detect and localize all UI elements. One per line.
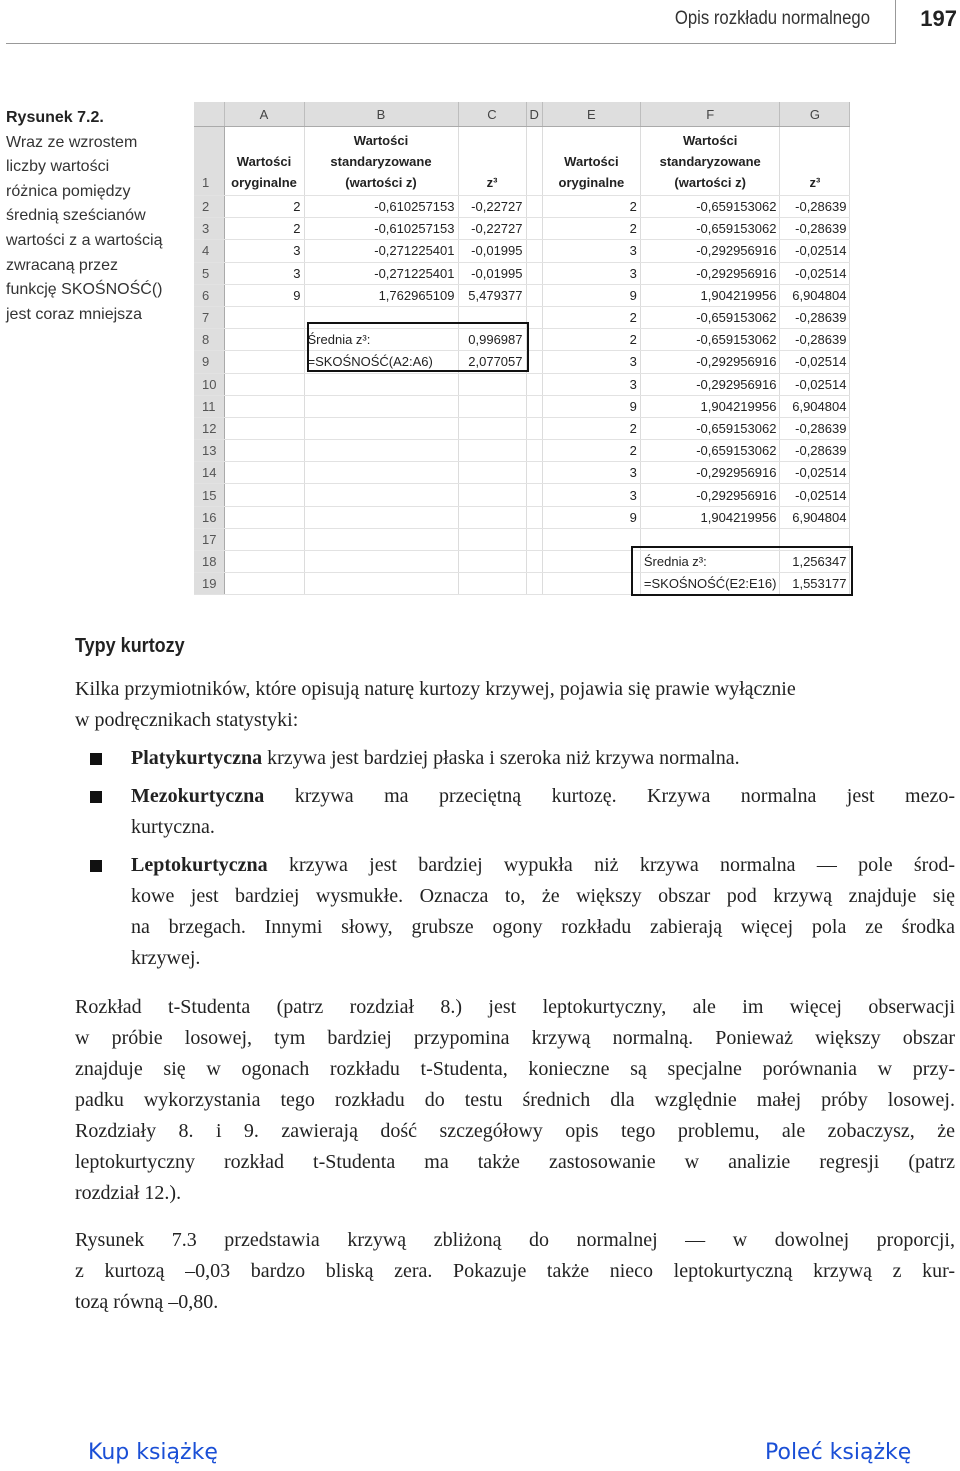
cell-d	[526, 573, 542, 595]
cell-f: -0,659153062	[640, 417, 780, 439]
header-text: standaryzowane	[330, 154, 432, 169]
definition: krzywa jest bardziej wypukła niż krzywa normalna — pole środ-	[267, 854, 955, 876]
column-header-d: D	[526, 102, 542, 127]
cell-c: -0,22727	[458, 218, 526, 240]
cell-b: -0,610257153	[304, 218, 458, 240]
text-line: w próbie losowej, tym bardziej przypomina krzywą normalną. Ponieważ większy obszar	[75, 1027, 955, 1049]
cell-d	[526, 240, 542, 262]
definition: krzywa ma przeciętną kurtozę. Krzywa normalna jest mezo-	[264, 785, 955, 807]
cell-a: 2	[224, 196, 304, 218]
cell-g: -0,02514	[780, 351, 850, 373]
cell-a	[224, 551, 304, 573]
figure-label: Rysunek 7.2.	[6, 109, 104, 126]
caption-line: różnica pomiędzy	[6, 182, 131, 200]
caption-line: wartości z a wartością	[6, 231, 163, 249]
cell-c	[458, 551, 526, 573]
row-header: 17	[194, 528, 224, 550]
header-text: z³	[809, 175, 821, 190]
cell-a	[224, 506, 304, 528]
cell-g: -0,02514	[780, 484, 850, 506]
cell-e: 2	[542, 417, 640, 439]
definition: krzywa jest bardziej płaska i szeroka niż krzywa normalna.	[262, 747, 740, 769]
text-line: Rozkład t-Studenta (patrz rozdział 8.) jest leptokurtyczny, ale im więcej obserwacji	[75, 996, 955, 1018]
header-text: oryginalne	[231, 175, 297, 190]
cell-g	[780, 528, 850, 550]
cell-b	[304, 417, 458, 439]
cell-g: -0,28639	[780, 306, 850, 328]
header-cell-d	[526, 127, 542, 196]
header-cell-f	[640, 127, 780, 196]
header-text: oryginalne	[558, 175, 625, 190]
cell-b: 1,762965109	[304, 284, 458, 306]
cell-e	[542, 528, 640, 550]
header-text: Wartości	[564, 154, 619, 169]
definition: kurtyczna.	[131, 816, 215, 838]
cell-d	[526, 218, 542, 240]
table-row	[194, 284, 850, 306]
header-text: Wartości	[682, 133, 738, 148]
cell-d	[526, 528, 542, 550]
table-row	[194, 240, 850, 262]
cell-a	[224, 462, 304, 484]
cell-e: 3	[542, 373, 640, 395]
definition: krzywej.	[131, 947, 201, 969]
cell-f: 1,904219956	[640, 284, 780, 306]
term: Mezokurtyczna	[131, 785, 265, 807]
cell-b: Średnia z³:	[304, 329, 458, 351]
cell-e: 3	[542, 462, 640, 484]
cell-c: -0,01995	[458, 262, 526, 284]
cell-b	[304, 484, 458, 506]
row-header: 10	[194, 373, 224, 395]
row-header: 2	[194, 196, 224, 218]
cell-d	[526, 462, 542, 484]
definition: kowe jest bardziej wysmukłe. Oznacza to, że większy obszar pod krzywą znajduje się	[131, 885, 955, 907]
text-line: leptokurtyczny rozkład t-Studenta ma także zastosowanie w analizie regresji (patrz	[75, 1151, 955, 1173]
header-cell-g	[780, 127, 850, 196]
cell-e: 2	[542, 329, 640, 351]
caption-line: jest coraz mniejsza	[6, 305, 143, 323]
cell-f	[640, 528, 780, 550]
cell-c	[458, 306, 526, 328]
bullet-icon	[90, 860, 102, 872]
table-row	[194, 573, 850, 595]
row-header: 7	[194, 306, 224, 328]
cell-g: 1,553177	[780, 573, 850, 595]
cell-a: 2	[224, 218, 304, 240]
cell-b	[304, 462, 458, 484]
term: Leptokurtyczna	[131, 854, 268, 876]
caption-line: Wraz ze wzrostem	[6, 133, 138, 151]
row-header: 6	[194, 284, 224, 306]
cell-g: 1,256347	[780, 551, 850, 573]
column-header-row	[194, 102, 850, 127]
cell-f: Średnia z³:	[640, 551, 780, 573]
section-title: Typy kurtozy	[75, 635, 185, 657]
intro-paragraph	[75, 674, 955, 736]
cell-d	[526, 506, 542, 528]
cell-a: 3	[224, 262, 304, 284]
column-header-f: F	[640, 102, 780, 127]
cell-b	[304, 551, 458, 573]
cell-g: -0,02514	[780, 462, 850, 484]
table-row	[194, 218, 850, 240]
cell-f: -0,292956916	[640, 373, 780, 395]
table-row	[194, 440, 850, 462]
cell-e: 2	[542, 306, 640, 328]
cell-c	[458, 417, 526, 439]
table-row	[194, 462, 850, 484]
header-cell-c	[458, 127, 526, 196]
header-cell-e	[542, 127, 640, 196]
column-header-a: A	[224, 102, 304, 127]
cell-g: 6,904804	[780, 284, 850, 306]
row-header: 15	[194, 484, 224, 506]
table-row	[194, 373, 850, 395]
cell-d	[526, 262, 542, 284]
cell-b: =SKOŚNOŚĆ(A2:A6)	[304, 351, 458, 373]
cell-c: -0,01995	[458, 240, 526, 262]
column-header-g: G	[780, 102, 850, 127]
cell-c	[458, 462, 526, 484]
cell-e: 2	[542, 218, 640, 240]
row-header: 16	[194, 506, 224, 528]
text-line: tozą równą –0,80.	[75, 1291, 219, 1313]
text-line: z kurtozą –0,03 bardzo bliską zera. Pokazuje także nieco leptokurtyczną krzywą z kur-	[75, 1260, 955, 1282]
cell-g: -0,28639	[780, 440, 850, 462]
cell-d	[526, 351, 542, 373]
table-row	[194, 506, 850, 528]
cell-e: 3	[542, 351, 640, 373]
table-row	[194, 484, 850, 506]
recommend-book-link[interactable]: Poleć książkę	[765, 1440, 912, 1465]
column-header-c: C	[458, 102, 526, 127]
header-text: Wartości	[353, 133, 409, 148]
cell-b	[304, 373, 458, 395]
list-item	[75, 850, 955, 974]
cell-f: 1,904219956	[640, 395, 780, 417]
cell-e: 3	[542, 240, 640, 262]
header-text: standaryzowane	[659, 154, 761, 169]
cell-g: -0,02514	[780, 240, 850, 262]
caption-line: funkcję SKOŚNOŚĆ()	[6, 281, 163, 299]
cell-f: -0,659153062	[640, 306, 780, 328]
cell-e: 2	[542, 196, 640, 218]
cell-a	[224, 528, 304, 550]
cell-c: 2,077057	[458, 351, 526, 373]
caption-line: średnią sześcianów	[6, 207, 146, 225]
table-row	[194, 262, 850, 284]
cell-b	[304, 528, 458, 550]
cell-d	[526, 484, 542, 506]
column-header-e: E	[542, 102, 640, 127]
cell-c	[458, 528, 526, 550]
cell-a	[224, 329, 304, 351]
cell-e: 2	[542, 440, 640, 462]
row-header: 14	[194, 462, 224, 484]
cell-b: -0,271225401	[304, 262, 458, 284]
text-line: w podręcznikach statystyki:	[75, 709, 299, 731]
row-header: 11	[194, 395, 224, 417]
cell-g: -0,28639	[780, 196, 850, 218]
cell-g: -0,28639	[780, 218, 850, 240]
header-rule	[6, 43, 895, 44]
header-divider	[895, 0, 896, 44]
cell-c	[458, 484, 526, 506]
row-header: 1	[194, 127, 224, 196]
row-header: 19	[194, 573, 224, 595]
cell-f: -0,659153062	[640, 218, 780, 240]
cell-g: -0,02514	[780, 262, 850, 284]
row-header: 3	[194, 218, 224, 240]
cell-c	[458, 506, 526, 528]
table-row	[194, 306, 850, 328]
cell-e: 3	[542, 262, 640, 284]
figure-caption	[6, 106, 186, 327]
cell-d	[526, 440, 542, 462]
cell-a: 9	[224, 284, 304, 306]
list-item	[75, 781, 955, 843]
page-number: 197	[920, 6, 957, 31]
cell-f: -0,659153062	[640, 329, 780, 351]
text-line: rozdział 12.).	[75, 1182, 182, 1204]
table-row	[194, 329, 850, 351]
list-item	[75, 743, 955, 774]
caption-line: liczby wartości	[6, 158, 110, 176]
cell-b	[304, 506, 458, 528]
cell-a	[224, 395, 304, 417]
cell-e: 3	[542, 484, 640, 506]
bullet-icon	[90, 753, 102, 765]
cell-e: 9	[542, 395, 640, 417]
cell-a	[224, 351, 304, 373]
cell-f: -0,292956916	[640, 240, 780, 262]
header-text: Wartości	[236, 154, 292, 169]
cell-e	[542, 573, 640, 595]
cell-f: -0,659153062	[640, 196, 780, 218]
cell-a	[224, 440, 304, 462]
table-row	[194, 196, 850, 218]
cell-b	[304, 440, 458, 462]
table-row	[194, 417, 850, 439]
cell-a	[224, 573, 304, 595]
running-title: Opis rozkładu normalnego	[674, 8, 870, 29]
cell-g: -0,28639	[780, 417, 850, 439]
cell-d	[526, 306, 542, 328]
cell-g: 6,904804	[780, 506, 850, 528]
cell-d	[526, 284, 542, 306]
cell-f: -0,292956916	[640, 351, 780, 373]
cell-d	[526, 196, 542, 218]
cell-g: -0,02514	[780, 373, 850, 395]
definition: na brzegach. Innymi słowy, grubsze ogony rozkładu zabierają więcej pola ze środka	[131, 916, 955, 938]
cell-a	[224, 373, 304, 395]
row-header: 4	[194, 240, 224, 262]
row-header: 9	[194, 351, 224, 373]
text-line: Rozdziały 8. i 9. zawierają dość szczegółowy opis tego problemu, ale zobaczysz, że	[75, 1120, 955, 1142]
header-data-row	[194, 127, 850, 196]
cell-c	[458, 373, 526, 395]
row-header: 13	[194, 440, 224, 462]
cell-c: 0,996987	[458, 329, 526, 351]
cell-f: -0,659153062	[640, 440, 780, 462]
cell-c	[458, 440, 526, 462]
bullet-icon	[90, 791, 102, 803]
cell-b	[304, 395, 458, 417]
caption-line: zwracaną przez	[6, 256, 119, 274]
cell-b	[304, 573, 458, 595]
cell-e	[542, 551, 640, 573]
cell-a: 3	[224, 240, 304, 262]
cell-g: -0,28639	[780, 329, 850, 351]
text-line: Kilka przymiotników, które opisują naturę kurtozy krzywej, pojawia się prawie wyłącznie	[75, 678, 796, 700]
cell-d	[526, 417, 542, 439]
corner-cell	[194, 102, 224, 127]
table-row	[194, 395, 850, 417]
row-header: 8	[194, 329, 224, 351]
cell-d	[526, 395, 542, 417]
cell-c	[458, 395, 526, 417]
term: Platykurtyczna	[131, 747, 263, 769]
header-cell-b	[304, 127, 458, 196]
kurtosis-type-list	[75, 743, 955, 981]
header-cell-a	[224, 127, 304, 196]
cell-f: -0,292956916	[640, 484, 780, 506]
table-row	[194, 528, 850, 550]
cell-b	[304, 306, 458, 328]
cell-f: -0,292956916	[640, 462, 780, 484]
cell-b: -0,271225401	[304, 240, 458, 262]
cell-c: -0,22727	[458, 196, 526, 218]
cell-e: 9	[542, 284, 640, 306]
cell-a	[224, 484, 304, 506]
cell-f: =SKOŚNOŚĆ(E2:E16)	[640, 573, 780, 595]
row-header: 18	[194, 551, 224, 573]
table-row	[194, 551, 850, 573]
cell-a	[224, 417, 304, 439]
text-line: znajduje się w ogonach rozkładu t-Studenta, konieczne są specjalne porównania w przy-	[75, 1058, 955, 1080]
cell-c: 5,479377	[458, 284, 526, 306]
buy-book-link[interactable]: Kup książkę	[88, 1440, 218, 1465]
cell-d	[526, 329, 542, 351]
figure-reference-paragraph	[75, 1225, 955, 1318]
column-header-b: B	[304, 102, 458, 127]
cell-e: 9	[542, 506, 640, 528]
header-text: (wartości z)	[345, 175, 417, 190]
cell-g: 6,904804	[780, 395, 850, 417]
text-line: Rysunek 7.3 przedstawia krzywą zbliżoną do normalnej — w dowolnej proporcji,	[75, 1229, 955, 1251]
cell-d	[526, 373, 542, 395]
cell-f: 1,904219956	[640, 506, 780, 528]
cell-f: -0,292956916	[640, 262, 780, 284]
table-row	[194, 351, 850, 373]
spreadsheet-figure	[194, 102, 850, 595]
text-line: padku wykorzystania tego rozkładu do testu średnich dla względnie małej próby losowej.	[75, 1089, 955, 1111]
header-text: z³	[486, 175, 498, 190]
header-text: (wartości z)	[674, 175, 746, 190]
row-header: 5	[194, 262, 224, 284]
cell-a	[224, 306, 304, 328]
cell-b: -0,610257153	[304, 196, 458, 218]
cell-d	[526, 551, 542, 573]
t-student-paragraph	[75, 992, 955, 1209]
row-header: 12	[194, 417, 224, 439]
cell-c	[458, 573, 526, 595]
